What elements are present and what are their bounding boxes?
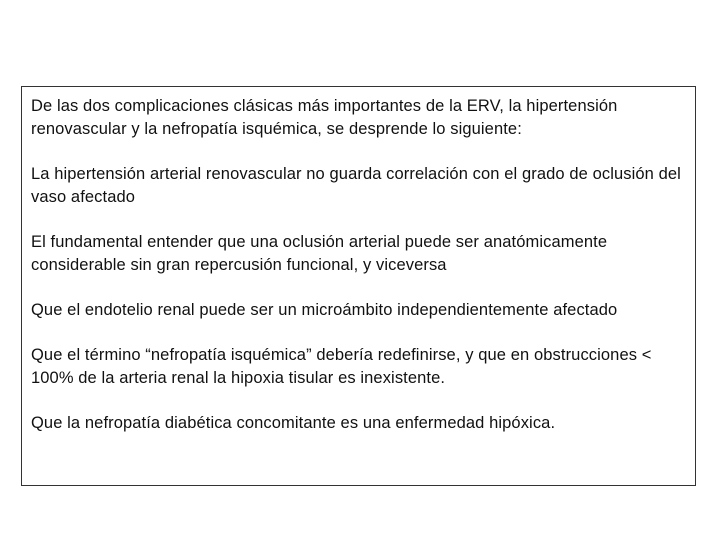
intro-paragraph: De las dos complicaciones clásicas más importantes de la ERV, la hipertensión renovascular y la nefropatía isquémica, se desprende lo siguiente: bbox=[31, 97, 618, 138]
point-renal-endothelium: Que el endotelio renal puede ser un microámbito independientemente afectado bbox=[31, 301, 618, 319]
point-diabetic-nephropathy: Que la nefropatía diabética concomitante es una enfermedad hipóxica. bbox=[31, 414, 556, 432]
point-occlusion-repercussion: El fundamental entender que una oclusión arterial puede ser anatómicamente considerable sin gran repercusión funcional, y viceversa bbox=[31, 233, 608, 274]
point-ischemic-nephropathy-term: Que el término “nefropatía isquémica” debería redefinirse, y que en obstrucciones < 100% de la arteria renal la hipoxia tisular es inexistente. bbox=[31, 346, 652, 387]
text-box bbox=[21, 86, 696, 486]
point-hypertension-correlation: La hipertensión arterial renovascular no guarda correlación con el grado de oclusión del vaso afectado bbox=[31, 165, 681, 206]
